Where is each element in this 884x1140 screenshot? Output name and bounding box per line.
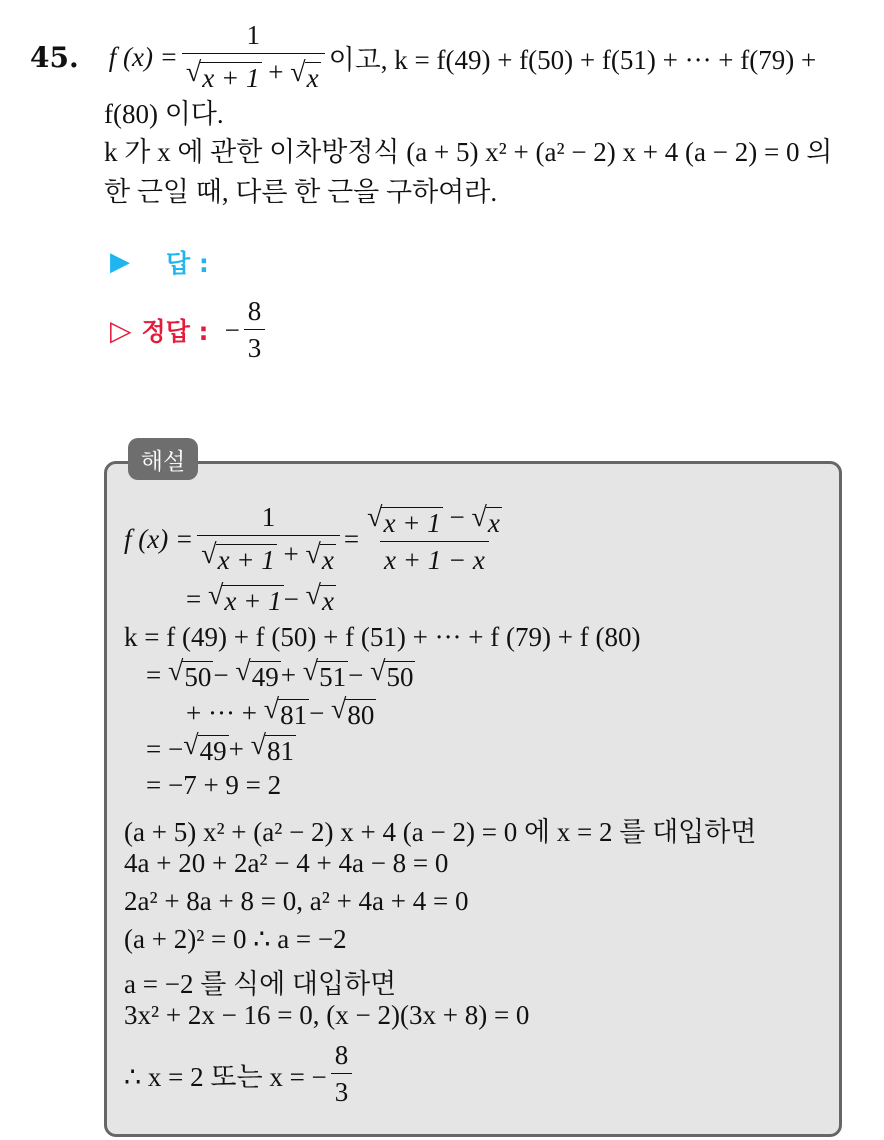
problem-line-4: 한 근일 때, 다른 한 근을 구하여라. [104, 177, 498, 207]
solution-line-8: (a + 5) x² + (a² − 2) x + 4 (a − 2) = 0 에 x = 2 를 대입하면 [124, 817, 757, 847]
solution-line-5: + ··· + √ 81 − √ 80 [186, 694, 375, 730]
solution-line-14: ∴ x = 2 또는 x = − $\frac{8}{3}$ [124, 1040, 356, 1108]
answer-label: 답 : [166, 249, 209, 278]
correct-answer-fraction: $\frac{8}{3}$ [244, 296, 266, 364]
solution-line-13: 3x² + 2x − 16 = 0, (x − 2)(3x + 8) = 0 [124, 1000, 530, 1030]
problem-line-3: k 가 x 에 관한 이차방정식 (a + 5) x² + (a² − 2) x + 4 (a − 2) = 0 의 [104, 137, 833, 167]
solution-line-9: 4a + 20 + 2a² − 4 + 4a − 8 = 0 [124, 848, 449, 878]
sqrt-x-plus-1: √ x + 1 [185, 57, 260, 93]
fraction-numerator: 1 [246, 20, 260, 50]
solution-line-1: f (x) = 1 √ x + 1 + √ x = √ x + 1 − √ x x + 1 − x [124, 502, 500, 576]
solution-line-11: (a + 2)² = 0 ∴ a = −2 [124, 924, 347, 954]
solution-line-3: k = f (49) + f (50) + f (51) + ··· + f (79) + f (80) [124, 622, 641, 652]
function-fraction [182, 20, 325, 94]
answer-play-icon: ▶ [110, 247, 130, 277]
problem-number: 45. [30, 40, 79, 74]
answer-row [110, 244, 209, 280]
correct-answer-sign: − [224, 314, 240, 345]
solution-line-6: = − √ 49 + √ 81 [146, 730, 294, 766]
solution-line-10: 2a² + 8a + 8 = 0, a² + 4a + 4 = 0 [124, 886, 469, 916]
k-definition: 이고, k = f(49) + f(50) + f(51) + ··· + f(79) + [328, 44, 817, 75]
solution-line-7: = −7 + 9 = 2 [146, 770, 282, 800]
sqrt-x-plus-1: √ x + 1 [201, 539, 275, 575]
sqrt-x: √ x [305, 539, 334, 575]
problem-line-1 [30, 20, 816, 94]
sqrt-x-plus-1: √ x + 1 [367, 502, 441, 538]
correct-answer-row [110, 296, 269, 364]
problem-line-2: f(80) 이다. [104, 99, 224, 129]
solution-line-2: = √ x + 1 − √ x [186, 580, 334, 616]
correct-answer-label: 정답 : [141, 317, 209, 346]
function-lhs: f (x) = [108, 41, 178, 72]
solution-line-4: = √ 50 − √ 49 + √ 51 − √ 50 [146, 656, 414, 692]
fraction-denominator: √ x + 1 + √ x [182, 53, 325, 94]
correct-answer-triangle-icon: ▷ [110, 313, 132, 347]
solution-line-12: a = −2 를 식에 대입하면 [124, 969, 397, 999]
sqrt-x: √ x [471, 502, 500, 538]
solution-tag: 해설 [128, 438, 198, 480]
sqrt-x: √ x [290, 57, 319, 93]
